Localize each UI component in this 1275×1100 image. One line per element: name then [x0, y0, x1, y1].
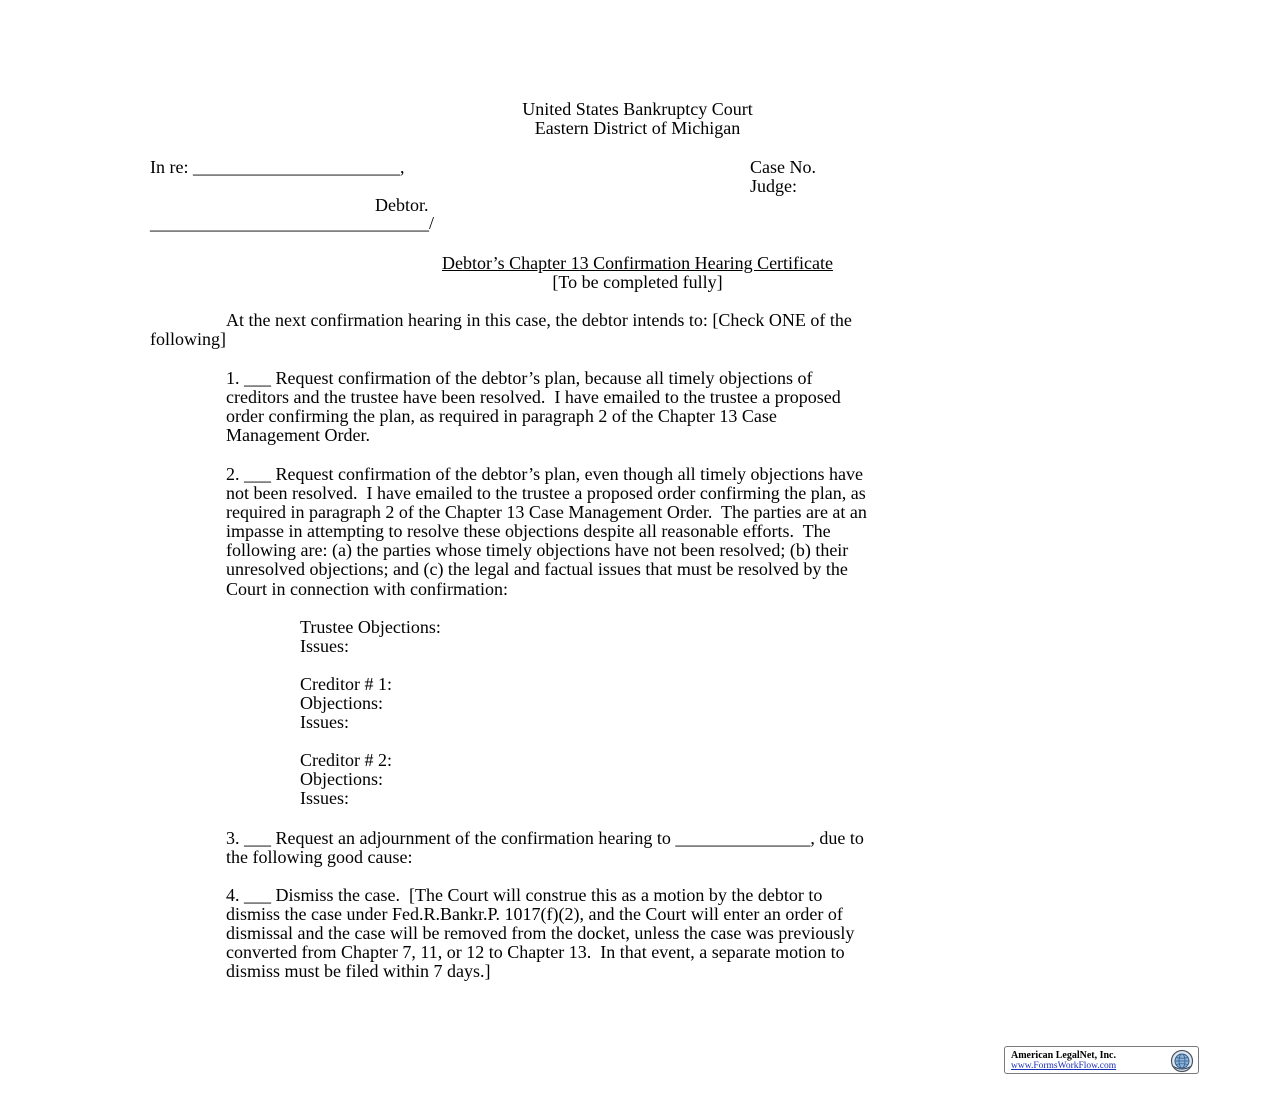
option-4-line: dismiss must be filed within 7 days.] — [226, 961, 491, 982]
caption-rule: _______________________________/ — [150, 213, 435, 233]
option-2-line: not been resolved. I have emailed to the trustee a proposed order confirming the plan, as — [226, 483, 866, 504]
certificate-subtitle: [To be completed fully] — [552, 272, 723, 292]
option-2 — [226, 465, 867, 599]
creditor-1-label: Creditor # 1: — [300, 674, 392, 694]
trustee-objections-label: Trustee Objections: — [300, 617, 441, 637]
option-4-line: dismiss the case under Fed.R.Bankr.P. 1017(f)(2), and the Court will enter an order of — [226, 904, 843, 925]
certificate-title: Debtor’s Chapter 13 Confirmation Hearing Certificate — [441, 253, 834, 273]
option-4-line: 4. ___ Dismiss the case. [The Court will construe this as a motion by the debtor to — [226, 885, 823, 905]
option-3-line: the following good cause: — [226, 847, 413, 868]
judge-label: Judge: — [750, 176, 797, 196]
option-1 — [226, 369, 841, 445]
option-1-line: 1. ___ Request confirmation of the debtor’s plan, because all timely objections of — [226, 368, 813, 388]
intro-line-2: following] — [150, 329, 226, 349]
option-2-line: Court in connection with confirmation: — [226, 578, 508, 599]
debtor-label: Debtor. — [375, 195, 429, 215]
court-district: Eastern District of Michigan — [534, 118, 741, 138]
court-name: United States Bankruptcy Court — [522, 99, 753, 119]
intro-line-1: At the next confirmation hearing in this case, the debtor intends to: [Check ONE of the — [226, 310, 852, 330]
globe-icon — [1170, 1049, 1194, 1073]
option-3 — [226, 829, 864, 867]
creditor-2-issues-label: Issues: — [300, 788, 349, 808]
case-number-label: Case No. — [750, 157, 816, 177]
in-re-field: In re: _______________________, — [150, 157, 405, 177]
option-1-line: creditors and the trustee have been resolved. I have emailed to the trustee a proposed — [226, 387, 841, 408]
option-2-line: required in paragraph 2 of the Chapter 13 Case Management Order. The parties are at an — [226, 502, 867, 523]
option-2-line: unresolved objections; and (c) the legal and factual issues that must be resolved by the — [226, 559, 848, 580]
option-4-line: converted from Chapter 7, 11, or 12 to Chapter 13. In that event, a separate motion to — [226, 942, 845, 963]
badge-url-link[interactable]: www.FormsWorkFlow.com — [1011, 1061, 1117, 1071]
option-1-line: order confirming the plan, as required in paragraph 2 of the Chapter 13 Case — [226, 406, 777, 427]
creditor-2-label: Creditor # 2: — [300, 750, 392, 770]
option-4-line: dismissal and the case will be removed from the docket, unless the case was previously — [226, 923, 855, 944]
creditor-2-objections-label: Objections: — [300, 769, 383, 789]
option-1-line: Management Order. — [226, 425, 370, 446]
option-2-line: 2. ___ Request confirmation of the debtor’s plan, even though all timely objections have — [226, 464, 864, 484]
option-4 — [226, 886, 854, 981]
creditor-1-issues-label: Issues: — [300, 712, 349, 732]
trustee-issues-label: Issues: — [300, 636, 349, 656]
badge-company: American LegalNet, Inc. — [1011, 1050, 1116, 1061]
creditor-1-objections-label: Objections: — [300, 693, 383, 713]
option-3-line: 3. ___ Request an adjournment of the confirmation hearing to _______________, due to — [226, 828, 864, 848]
option-2-line: following are: (a) the parties whose timely objections have not been resolved; (b) their — [226, 540, 849, 561]
option-2-line: impasse in attempting to resolve these objections despite all reasonable efforts. The — [226, 521, 831, 542]
legalnet-badge[interactable] — [1004, 1046, 1199, 1074]
